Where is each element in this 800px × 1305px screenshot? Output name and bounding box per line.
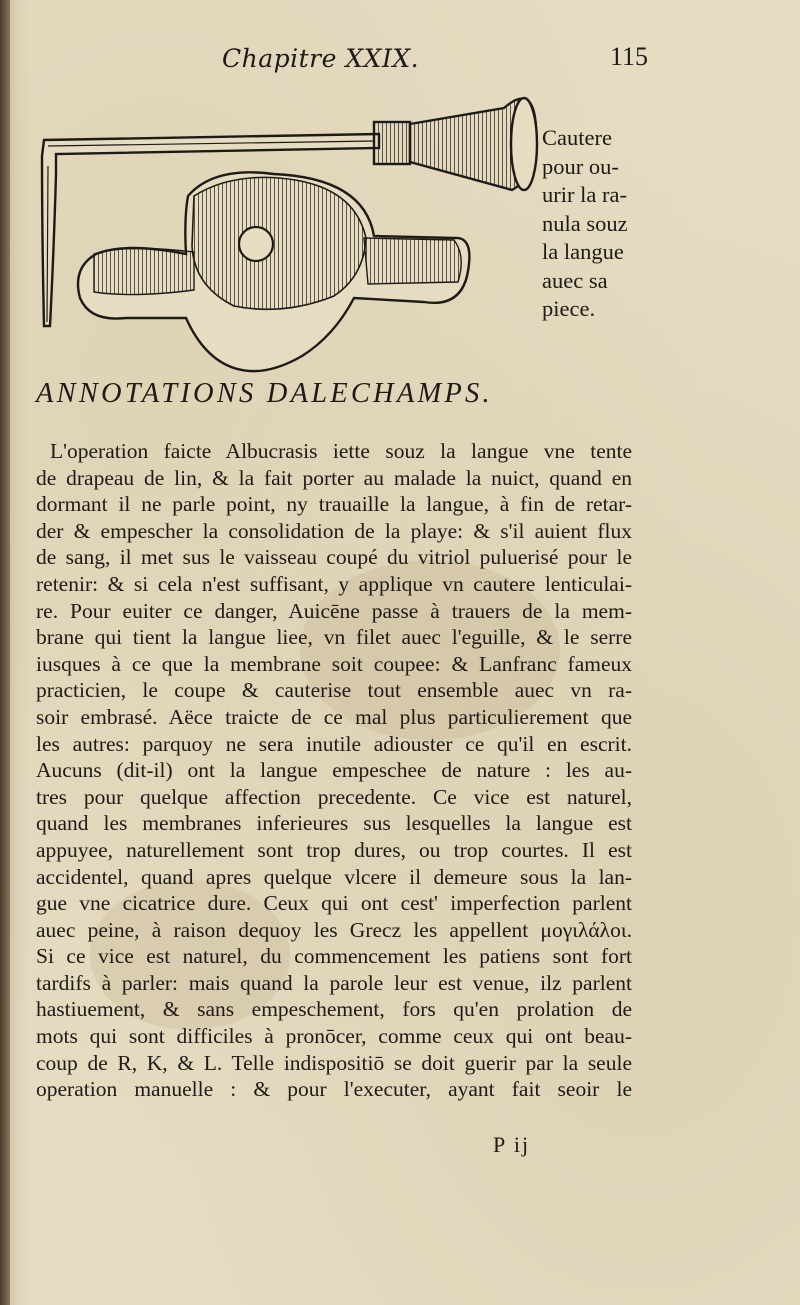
caption-line: pour ou- xyxy=(542,153,619,179)
text-line: dormant il ne parle point, ny trauaille la langue, à fin de retar- xyxy=(36,492,632,517)
text-line: tres pour quelque affection precedente. Ce vice est naturel, xyxy=(36,784,632,809)
text-line: gue vne cicatrice dure. Ceux qui ont cest' imperfection parlent xyxy=(36,891,632,916)
text-line: Aucuns (dit-il) ont la langue empeschee de nature : les au- xyxy=(36,758,632,783)
page-number: 115 xyxy=(610,42,649,71)
caption-line: auec sa xyxy=(542,267,608,293)
caption-line: la langue xyxy=(542,239,624,264)
caption-line: piece. xyxy=(542,296,596,321)
section-heading: ANNOTATIONS DALECHAMPS. xyxy=(36,378,493,409)
text-line: der & empescher la consolidation de la playe: & s'il auient flux xyxy=(36,518,632,543)
text-line: les autres: parquoy ne sera inutile adiouster ce qu'il en escrit. xyxy=(36,731,632,756)
text-line: practicien, le coupe & cauterise tout ensemble auec vn ra- xyxy=(36,678,632,703)
text-line: appuyee, naturellement sont trop dures, ou trop courtes. Il est xyxy=(36,837,632,862)
cautery-piece xyxy=(78,172,469,371)
caption-line: nula souz xyxy=(542,210,628,236)
text-line: L'operation faicte Albucrasis iette souz la langue vne tente xyxy=(50,439,632,463)
signature-mark: P ij xyxy=(493,1132,531,1157)
text-line: accidentel, quand apres quelque vlcere il demeure sous la lan- xyxy=(36,864,632,889)
chapter-title: Chapitre XXIX. xyxy=(222,44,420,73)
text-line: iusques à ce que la membrane soit coupee: & Lanfranc fameux xyxy=(36,651,632,676)
text-line: soir embrasé. Aëce traicte de ce mal plus particulierement que xyxy=(36,704,632,729)
text-line: retenir: & si cela n'est suffisant, y applique vn cautere lenticulai- xyxy=(36,571,632,596)
text-line: quand les membranes inferieures sus lesquelles la langue est xyxy=(36,811,632,836)
caption-line: Cautere xyxy=(542,125,612,150)
body-text xyxy=(36,438,632,1103)
text-line: re. Pour euiter ce danger, Auicēne passe à trauers de la mem- xyxy=(36,598,632,623)
text-line: de drapeau de lin, & la fait porter au malade la nuict, quand en xyxy=(36,465,632,490)
book-spine-shadow xyxy=(0,0,10,1305)
text-line: Si ce vice est naturel, du commencement les patiens sont fort xyxy=(36,944,632,969)
text-line: coup de R, K, & L. Telle indispositiō se doit guerir par la seule xyxy=(36,1050,632,1075)
text-line: brane qui tient la langue liee, vn filet auec l'eguille, & le serre xyxy=(36,625,632,650)
text-line: hastiuement, & sans empeschement, fors qu'en prolation de xyxy=(36,997,632,1022)
cautery-instrument-illustration xyxy=(34,86,544,376)
text-line: mots qui sont difficiles à pronōcer, comme ceux qui ont beau- xyxy=(36,1024,632,1049)
text-line: operation manuelle : & pour l'executer, ayant fait seoir le xyxy=(36,1077,632,1102)
cautery-handle xyxy=(374,98,537,190)
text-line: auec peine, à raison dequoy les Grecz les appellent μογιλάλοι. xyxy=(36,917,632,942)
text-line: tardifs à parler: mais quand la parole leur est venue, ilz parlent xyxy=(36,970,632,995)
caption-line: urir la ra- xyxy=(542,182,627,207)
figure-caption xyxy=(542,124,652,324)
text-line: de sang, il met sus le vaisseau coupé du vitriol puluerisé pour le xyxy=(36,545,632,570)
